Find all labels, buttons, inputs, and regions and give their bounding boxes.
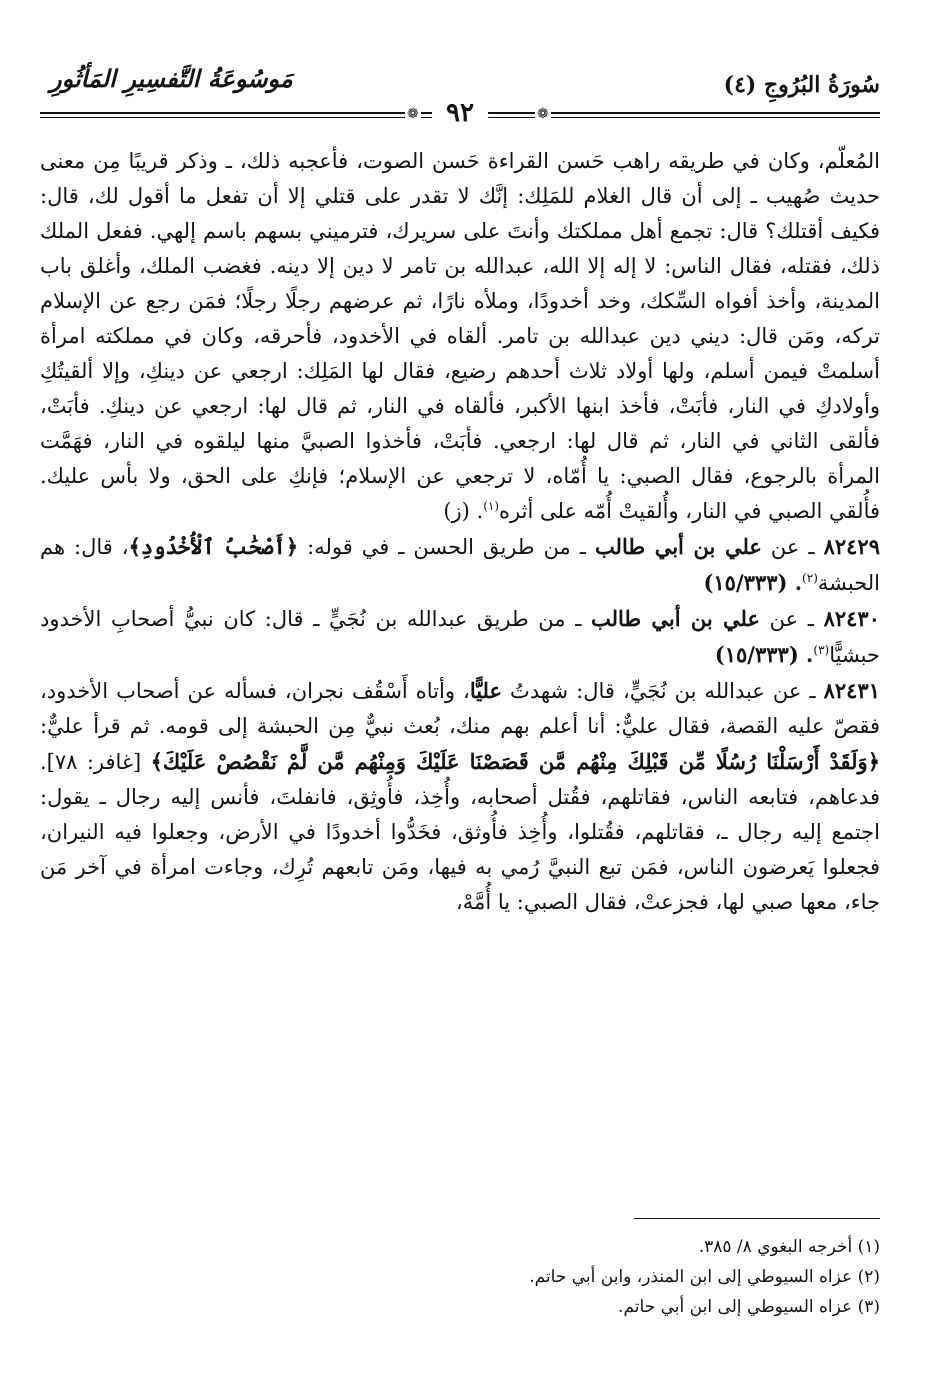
footnotes bbox=[40, 1234, 880, 1324]
intro-text: المُعلّم، وكان في طريقه راهب حَسن القراءة حَسن الصوت، فأعجبه ذلك، ـ وذكر قريبًا مِن معنى حديث صُهيب ـ إلى أن قال الغلام للمَلِك: إنَّك لا تقدر على قتلي إلا أن تفعل ما أقول لك، قال: فكيف أقتلك؟ قال: تجمع أهل مملكتك وأنتَ على سريرك، فترميني بسهم باسم إلهي. ففعل الملك ذلك، فقتله، فقال الناس: لا إله إلا الله، عبدالله بن تامر لا دين إلا دينه. فغضب الملك، وأغلق باب المدينة، وأخذ أفواه السِّكك، وخد أخدودًا، وملأه نارًا، ثم عرضهم رجلًا رجلًا؛ فمَن رجع عن الإسلام تركه، ومَن قال: ديني دين عبدالله بن تامر. ألقاه في الأخدود، فأحرقه، وكان في مملكته امرأة أسلمتْ فيمن أسلم، ولها أولاد ثلاث أحدهم رضيع، فقال لها المَلِك: ارجعي عن دينكِ، وإلا ألقيتُكِ وأولادكِ في النار، فأبَتْ، فأخذ ابنها الأكبر، فألقاه في النار، ثم قال لها: ارجعي عن دينكِ. فأبَتْ، فألقى الثاني في النار، ثم قال لها: ارجعي. فأبَتْ، فأخذوا الصبيَّ منها ليلقوه في النار، فهَمَّت المرأة بالرجوع، فقال الصبي: يا أُمّاه، لا ترجعي عن الإسلام؛ فإنكِ على الحق، ولا بأس عليك. فأُلقي الصبي في النار، وأُلقيتْ أُمّه على أثره bbox=[40, 149, 880, 523]
entry-82429 bbox=[40, 529, 880, 601]
volume-reference: . (١٥/٣٣٣) bbox=[714, 642, 814, 667]
page-number: ٩٢ bbox=[432, 98, 488, 128]
footnote-marker: (٢) bbox=[802, 571, 818, 585]
ornament-icon: ❁ bbox=[407, 106, 419, 122]
main-text bbox=[40, 144, 880, 920]
footnote: (٣) عزاه السيوطي إلى ابن أبي حاتم. bbox=[618, 1297, 880, 1317]
entry-text: ـ عن bbox=[759, 607, 824, 631]
entry-text: ، قال: هم الحبشة bbox=[40, 535, 880, 595]
entry-82431 bbox=[40, 673, 880, 920]
entry-text: ، وأتاه أَسْقُف نجران، فسأله عن أصحاب الأخدود، فقصّ عليه القصة، فقال عليٌّ: أنا أعلم بهم منك، بُعث نبيٌّ مِن الحبشة إلى قومه. ثم قرأ عليٌّ: bbox=[40, 679, 880, 738]
entry-text: [غافر: ٧٨]. فدعاهم، فتابعه الناس، فقاتلهم، فقُتل أصحابه، وأُخِذ، فأُوثِق، فانفلتَ، فأنس إليه رجال ـ يقول: اجتمع إليه رجال ـ، فقاتلهم، فقُتلوا، وأُخِذ فأُوثق، فخَدُّوا أخدودًا في الأرض، وجعلوا فيه النيران، فجعلوا يَعرضون الناس، فمَن تبع النبيَّ رُمي به فيها، ومَن تابعهم تُرِك، وجاءت امرأة في آخر مَن جاء، معها صبي لها، فجزعتْ، فقال الصبي: يا أُمَّهْ، bbox=[40, 750, 880, 914]
footnote-divider bbox=[634, 1218, 880, 1219]
page-header bbox=[40, 60, 880, 126]
entry-text: ـ من طريق الحسن ـ في قوله: bbox=[298, 535, 595, 559]
narrator-name: عليًّا bbox=[469, 678, 503, 703]
footnote: (١) أخرجه البغوي ٨/ ٣٨٥. bbox=[698, 1237, 880, 1257]
ornament-icon: ❁ bbox=[537, 106, 549, 122]
entry-text: ـ عن عبدالله بن نُجَيٍّ، قال: شهدتُ bbox=[502, 679, 824, 703]
narrator-name: علي بن أبي طالب bbox=[594, 534, 762, 559]
book-title: مَوسُوعَةُ التَّفسِيرِ المَأثُورِ bbox=[50, 64, 293, 93]
intro-paragraph bbox=[40, 144, 880, 529]
footnote-marker: (١) bbox=[483, 499, 500, 513]
entry-number: ٨٢٤٣٠ bbox=[823, 606, 880, 631]
quran-verse: ﴿أَصْحَٰبُ ٱلْأُخْدُودِ﴾ bbox=[128, 534, 299, 559]
quran-verse: ﴿وَلَقَدْ أَرْسَلْنَا رُسُلًا مِّن قَبْلِكَ مِنْهُم مَّن قَصَصْنَا عَلَيْكَ وَمِنْهُم مَّن لَّمْ نَقْصُصْ عَلَيْكَ﴾ bbox=[150, 749, 880, 774]
entry-text: ـ عن bbox=[761, 535, 824, 559]
entry-text: ـ من طريق عبدالله بن نُجَيٍّ ـ قال: كان نبيُّ أصحابِ الأخدود حبشيًّا bbox=[40, 607, 880, 667]
entry-82430 bbox=[40, 601, 880, 673]
narrator-name: علي بن أبي طالب bbox=[591, 606, 760, 631]
entry-number: ٨٢٤٣١ bbox=[823, 678, 880, 703]
entry-number: ٨٢٤٢٩ bbox=[823, 534, 880, 559]
surah-title: سُورَةُ البُرُوجِ (٤) bbox=[723, 72, 880, 98]
source-tag: . (ز) bbox=[443, 499, 484, 523]
volume-reference: . (١٥/٣٣٣) bbox=[703, 570, 803, 595]
footnote: (٢) عزاه السيوطي إلى ابن المنذر، وابن أبي حاتم. bbox=[529, 1267, 880, 1287]
footnote-marker: (٣) bbox=[813, 643, 830, 657]
